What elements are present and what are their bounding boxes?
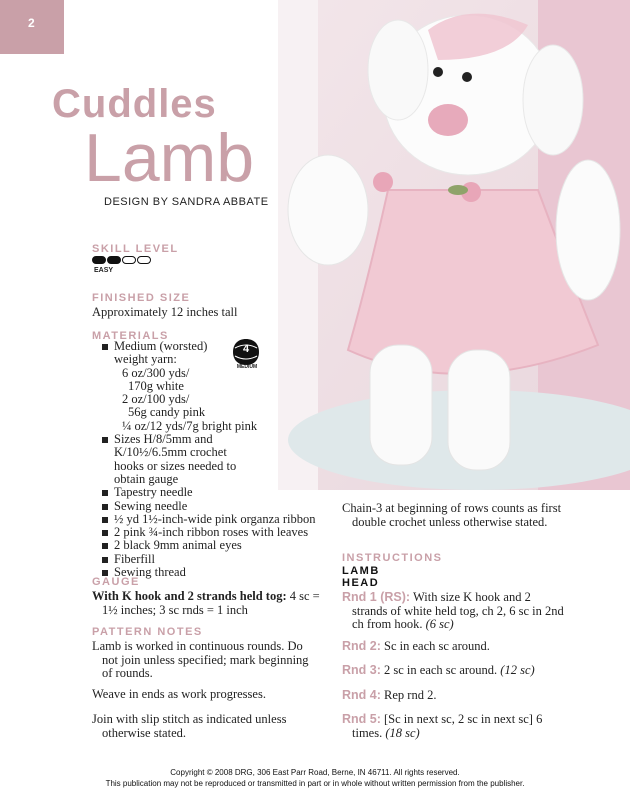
yarn-weight-label: MEDIUM: [236, 364, 258, 370]
round-text: Sc in each sc around.: [380, 639, 490, 653]
designer-credit: DESIGN BY SANDRA ABBATE: [104, 196, 269, 208]
materials-item: Sizes H/8/5mm and: [102, 433, 317, 446]
gauge-heading: GAUGE: [92, 576, 140, 588]
finished-size-heading: FINISHED SIZE: [92, 292, 191, 304]
skill-level-bar-4: [137, 256, 151, 264]
copyright-line: Copyright © 2008 DRG, 306 East Parr Road, Berne, IN 46711. All rights reserved.: [170, 768, 460, 777]
materials-item: 2 black 9mm animal eyes: [102, 539, 317, 552]
skill-level-label: EASY: [94, 267, 114, 274]
round-label: Rnd 2:: [342, 639, 381, 653]
section-lamb: LAMB: [342, 565, 380, 577]
skill-level-indicator: [92, 256, 151, 264]
materials-item: K/10½/6.5mm crochet: [114, 445, 227, 460]
materials-item: ½ yd 1½-inch-wide pink organza ribbon: [102, 513, 317, 526]
round-3: [342, 664, 567, 678]
instructions-heading: INSTRUCTIONS: [342, 552, 443, 564]
pattern-note-3: Join with slip stitch as indicated unless otherwise stated.: [92, 712, 287, 740]
pattern-note-1: Lamb is worked in continuous rounds. Do not join unless specified; mark beginning of rounds.: [92, 639, 309, 680]
materials-heading: MATERIALS: [92, 330, 169, 342]
round-text: 2 sc in each sc around.: [380, 663, 498, 677]
materials-item: 6 oz/300 yds/: [122, 365, 190, 380]
round-count: (12 sc): [497, 663, 535, 677]
gauge-text: [92, 590, 322, 617]
materials-item: Medium (worsted): [102, 340, 317, 353]
materials-item: Tapestry needle: [102, 486, 317, 499]
skill-level-bar-3: [122, 256, 136, 264]
round-text: With size K hook and 2 strands of white held tog, ch 2, 6 sc in 2nd ch from hook.: [352, 590, 564, 631]
materials-item: 56g candy pink: [128, 405, 206, 420]
round-label: Rnd 3:: [342, 663, 381, 677]
materials-list: [102, 340, 317, 579]
skill-level-bar-1: [92, 256, 106, 264]
materials-item: hooks or sizes needed to: [114, 458, 237, 473]
page-number: 2: [28, 16, 35, 30]
round-2: [342, 640, 567, 654]
round-4: [342, 689, 567, 703]
round-text: Rep rnd 2.: [380, 688, 437, 702]
materials-item: 170g white: [128, 378, 184, 393]
pattern-note-2: Weave in ends as work progresses.: [92, 687, 266, 701]
permission-line: This publication may not be reproduced or transmitted in part or in whole without written permission from the publisher.: [105, 779, 525, 788]
round-label: Rnd 1 (RS):: [342, 590, 411, 604]
materials-item: 2 oz/100 yds/: [122, 392, 190, 407]
materials-item: Sewing thread: [102, 566, 317, 579]
round-count: (6 sc): [422, 617, 454, 631]
materials-item: 2 pink ¾-inch ribbon roses with leaves: [102, 526, 317, 539]
lamb-photo: [278, 0, 630, 490]
round-5: [342, 713, 547, 740]
title-lamb: Lamb: [84, 120, 255, 196]
round-1: [342, 591, 567, 632]
round-count: (18 sc): [382, 725, 420, 740]
materials-item: obtain gauge: [114, 471, 179, 486]
materials-item: weight yarn:: [114, 352, 177, 367]
gauge-bold: With K hook and 2 strands held tog:: [92, 589, 287, 603]
skill-level-bar-2: [107, 256, 121, 264]
finished-size-text: Approximately 12 inches tall: [92, 305, 238, 319]
materials-item: Fiberfill: [102, 553, 317, 566]
round-label: Rnd 4:: [342, 688, 381, 702]
materials-item: Sewing needle: [102, 500, 317, 513]
materials-item: ¼ oz/12 yds/7g bright pink: [122, 418, 258, 433]
gauge-rest: 4 sc = 1½ inches; 3 sc rnds = 1 inch: [102, 589, 320, 617]
pattern-note-4: Chain-3 at beginning of rows counts as first double crochet unless otherwise stated.: [342, 501, 562, 529]
round-label: Rnd 5:: [342, 712, 381, 726]
skill-level-heading: SKILL LEVEL: [92, 243, 179, 255]
title-cuddles: Cuddles: [52, 82, 217, 126]
subsection-head: HEAD: [342, 577, 380, 589]
round-text: [Sc in next sc, 2 sc in next sc] 6 times.: [352, 712, 543, 740]
pattern-notes-heading: PATTERN NOTES: [92, 626, 203, 638]
yarn-weight-number: 4: [242, 343, 250, 355]
